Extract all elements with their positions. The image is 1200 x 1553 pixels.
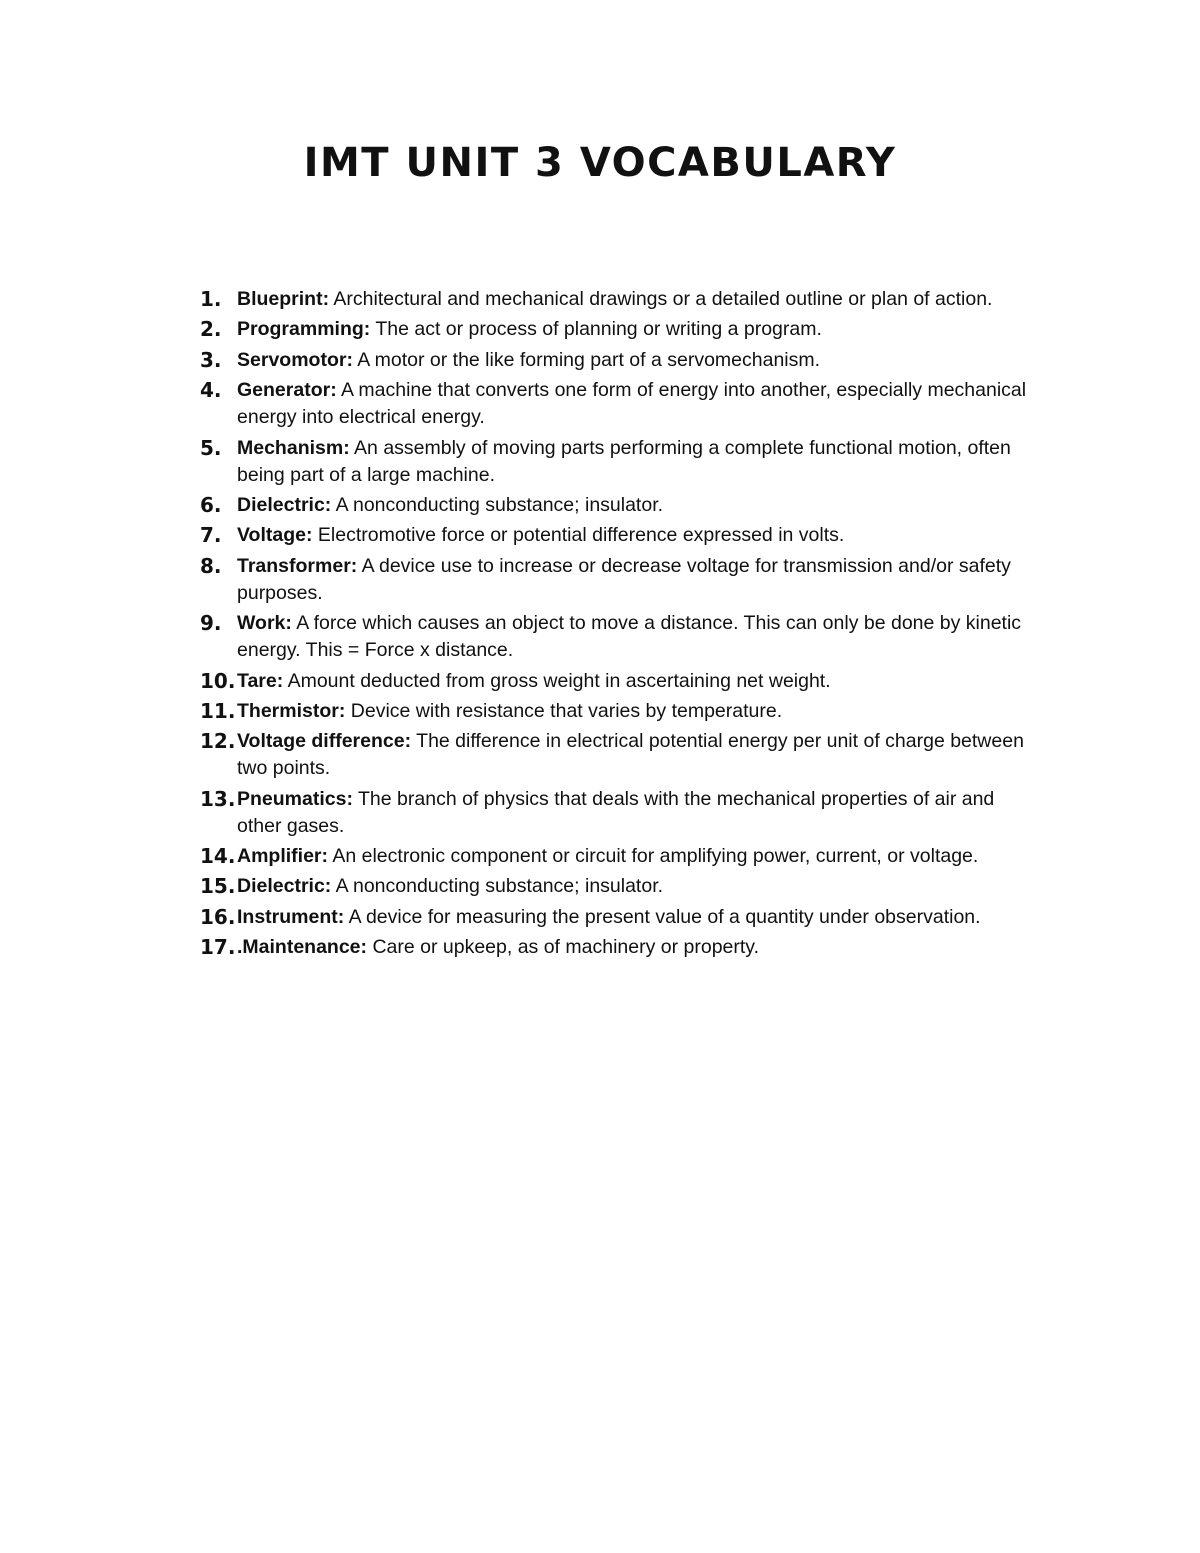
vocab-definition: Architectural and mechanical drawings or a detailed outline or plan of action. (329, 288, 993, 310)
vocab-item (200, 668, 1040, 695)
vocab-definition: The branch of physics that deals with the mechanical properties of air and other gases. (237, 787, 995, 837)
vocab-item (200, 522, 1040, 549)
item-number: 14. (200, 844, 236, 869)
vocab-definition: Care or upkeep, as of machinery or property. (367, 936, 760, 959)
item-number: 11. (200, 698, 236, 723)
vocab-definition: An assembly of moving parts performing a complete functional motion, often being part of a large machine. (237, 436, 1011, 486)
vocab-definition: The difference in electrical potential energy per unit of charge between two points. (237, 730, 1024, 780)
vocab-term: Servomotor: (237, 348, 353, 371)
vocab-term: Dielectric: (237, 875, 332, 898)
item-number: 13. (200, 786, 236, 811)
vocab-item (200, 873, 1040, 900)
vocab-item (200, 904, 1040, 931)
vocab-term: Thermistor: (237, 699, 346, 722)
vocab-term: Work: (237, 612, 292, 635)
vocab-term: Blueprint: (237, 288, 330, 310)
vocab-term: Transformer: (237, 554, 358, 577)
vocab-item (200, 843, 1040, 870)
vocab-item (200, 377, 1040, 431)
vocab-item (200, 316, 1040, 343)
vocab-term: Mechanism: (237, 436, 350, 459)
vocab-item (200, 286, 1040, 313)
item-number: 10. (200, 668, 236, 693)
vocab-definition: Amount deducted from gross weight in ascertaining net weight. (283, 669, 831, 692)
vocab-item (200, 553, 1040, 607)
vocab-definition: Device with resistance that varies by temperature. (345, 699, 783, 722)
vocab-definition: An electronic component or circuit for amplifying power, current, or voltage. (328, 845, 979, 868)
item-number: 1. (200, 287, 222, 311)
item-number: 5. (200, 435, 222, 460)
item-number: 17. (200, 935, 236, 960)
item-number: 6. (200, 492, 222, 517)
vocab-item (200, 347, 1040, 374)
document-title: IMT UNIT 3 VOCABULARY (303, 140, 897, 186)
vocab-definition: The act or process of planning or writing a program. (370, 318, 822, 341)
vocab-term: Tare: (237, 669, 284, 692)
vocab-definition: A nonconducting substance; insulator. (331, 493, 664, 516)
vocab-definition: A machine that converts one form of energy into another, especially mechanical energy into electrical energy. (237, 379, 1027, 429)
vocab-definition: Electromotive force or potential difference expressed in volts. (312, 524, 845, 547)
item-number: 3. (200, 347, 222, 372)
vocabulary-list (200, 286, 1040, 965)
vocab-item (200, 934, 1040, 961)
item-number: 2. (200, 317, 222, 342)
vocab-term: Pneumatics: (237, 787, 353, 810)
vocab-item (200, 610, 1040, 664)
vocab-term: Voltage: (237, 524, 313, 547)
vocab-term: Dielectric: (237, 493, 332, 516)
vocab-item (200, 492, 1040, 519)
vocab-definition: A device for measuring the present value of a quantity under observation. (344, 905, 981, 928)
item-number: 4. (200, 378, 222, 403)
item-number: 8. (200, 553, 222, 578)
vocab-definition: A device use to increase or decrease voltage for transmission and/or safety purposes. (237, 554, 1011, 604)
vocab-term: Generator: (237, 379, 337, 402)
vocab-definition: A nonconducting substance; insulator. (331, 875, 664, 898)
item-number: 9. (200, 611, 222, 636)
item-number: 12. (200, 729, 236, 754)
vocab-term: Programming: (237, 318, 371, 341)
vocab-term: Instrument: (237, 905, 345, 928)
vocab-item (200, 728, 1040, 782)
vocab-definition: A motor or the like forming part of a servomechanism. (352, 348, 821, 371)
item-number: 15. (200, 874, 236, 899)
vocab-item (200, 435, 1040, 489)
vocab-term: .Maintenance: (237, 936, 368, 959)
vocab-definition: A force which causes an object to move a distance. This can only be done by kinetic energy. This = Force x distance. (237, 612, 1022, 662)
vocab-term: Voltage difference: (237, 730, 412, 753)
vocab-item (200, 786, 1040, 840)
item-number: 7. (200, 523, 222, 548)
vocab-item (200, 698, 1040, 725)
item-number: 16. (200, 904, 236, 929)
vocab-term: Amplifier: (237, 845, 329, 868)
